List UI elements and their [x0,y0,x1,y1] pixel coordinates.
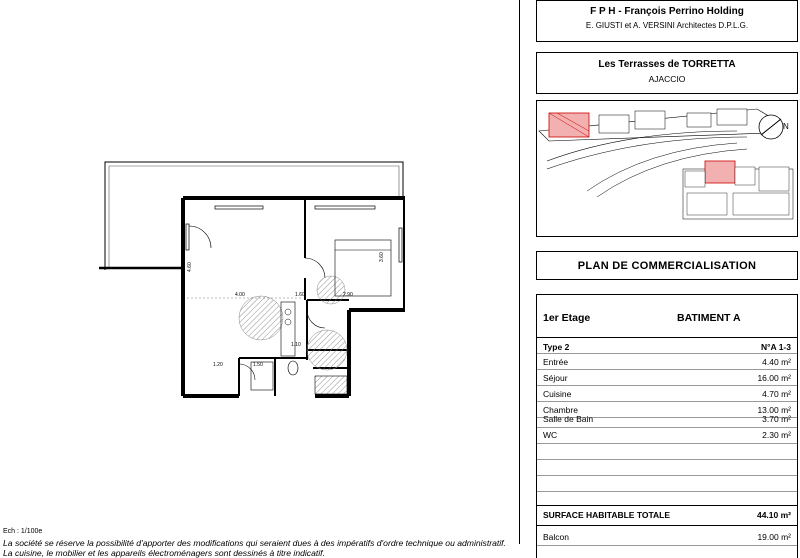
project-name: Les Terrasses de TORRETTA [598,59,736,70]
room-name: Séjour [543,373,568,383]
dim-label: 4.60 [187,262,193,272]
location-map-box [536,100,798,237]
dim-label: 4.00 [235,292,245,298]
svg-text:N: N [783,122,789,131]
architects-name: E. GIUSTI et A. VERSINI Architectes D.P.L.G. [585,21,749,30]
room-name: Salle de Bain [543,414,594,424]
floor-label: 1er Etage [543,312,591,324]
room-name: Cuisine [543,389,572,399]
dim-label: 2.90 [343,292,353,298]
dim-label: 1.10 [291,342,301,348]
disclaimer-line-2: La cuisine, le mobilier et les appareils électroménagers sont dessinés à titre indicatif. [3,548,325,558]
site-map [537,101,797,236]
room-area: 2.30 m² [762,430,791,440]
balcony-value: 19.00 m² [757,532,791,542]
floor-plan [95,150,405,410]
dim-label: 1.60 [295,292,305,298]
room-name: Entrée [543,357,569,367]
dim-label: 1.20 [213,362,223,368]
total-label: SURFACE HABITABLE TOTALE [543,510,671,520]
plan-title: PLAN DE COMMERCIALISATION [536,251,798,280]
apartment-number: N°A 1-3 [760,342,791,352]
dim-label: 1.50 [253,362,263,368]
balcony-label: Balcon [543,532,569,542]
room-area: 13.00 m² [757,405,791,415]
surface-table [536,294,798,558]
disclaimer-line-1: La société se réserve la possibilité d'apporter des modifications qui seraient dues à des impératifs d'ordre technique ou administratif. [3,538,506,548]
room-name: Chambre [543,405,578,415]
project-box [536,52,798,94]
building-label: BATIMENT A [677,312,741,324]
total-value: 44.10 m² [756,510,791,520]
dim-label: 3.60 [379,252,385,262]
header-box [536,0,798,42]
room-area: 3.70 m² [762,414,791,424]
room-name: WC [543,430,558,440]
company-name: F P H - François Perrino Holding [590,6,744,17]
project-city: AJACCIO [648,74,686,84]
scale-label: Ech : 1/100e [3,528,43,535]
balcony-outline [105,162,403,270]
room-area: 4.70 m² [762,389,791,399]
room-area: 16.00 m² [757,373,791,383]
compass-icon [759,115,789,139]
type-label: Type 2 [543,342,570,352]
room-area: 4.40 m² [762,357,791,367]
